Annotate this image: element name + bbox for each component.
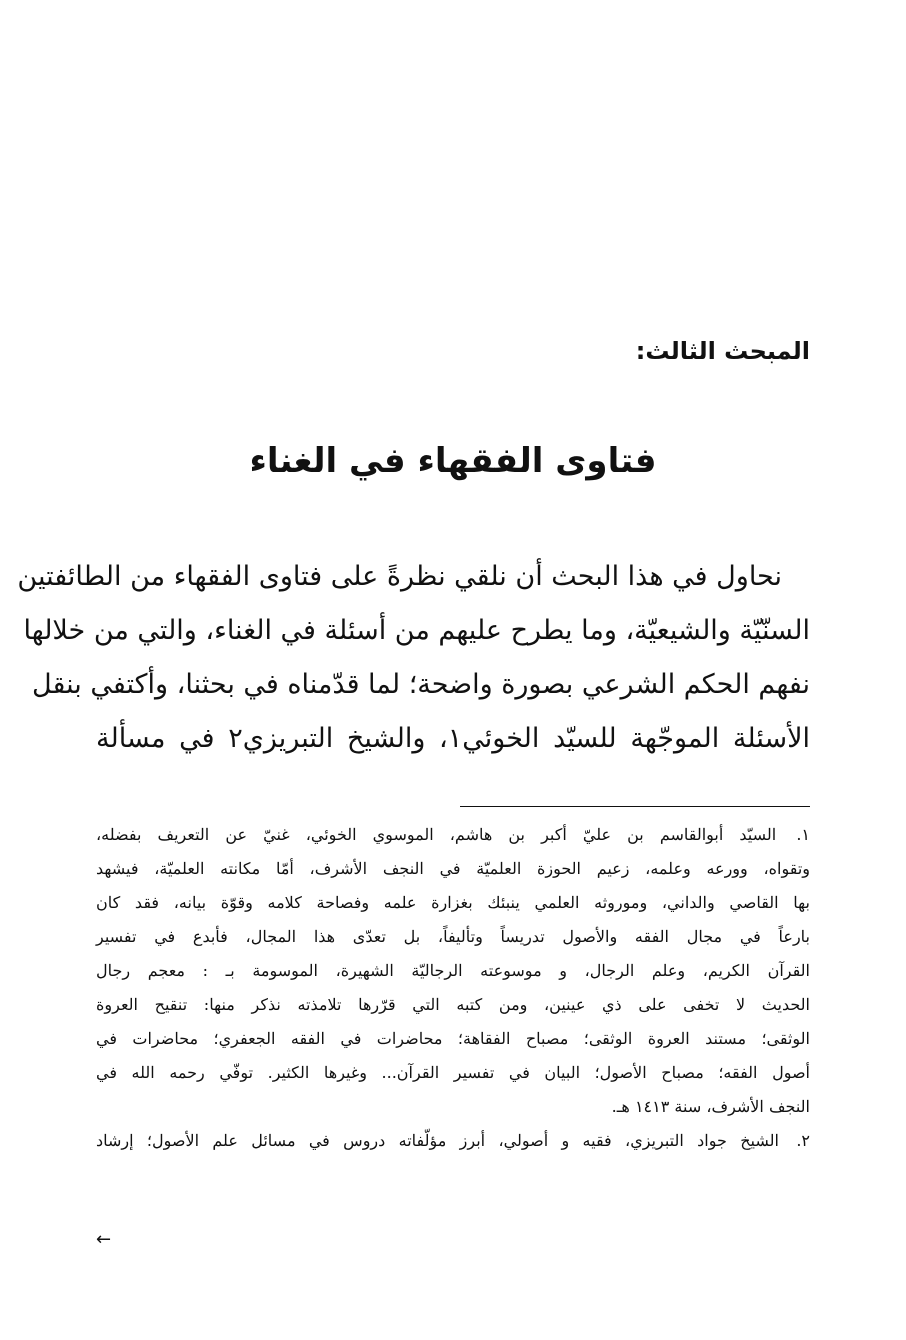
body-paragraph — [17, 550, 811, 766]
footnote-line: الحديث لا تخفى على ذي عينين، ومن كتبه التي قرّرها تلامذته نذكر منها: تنقيح العروة — [96, 995, 810, 1014]
footnote-line: وتقواه، وورعه وعلمه، زعيم الحوزة العلميّة في النجف الأشرف، أمّا مكانته العلميّة، فيشهد — [96, 859, 810, 878]
footnotes — [96, 818, 810, 1158]
section-label: المبحث الثالث: — [635, 337, 810, 365]
footnote-line: أصول الفقه؛ مصباح الأصول؛ البيان في تفسير القرآن... وغيرها الكثير. توفّي رحمه الله في — [96, 1063, 810, 1082]
continue-arrow-icon: ← — [96, 1229, 112, 1250]
footnote-number: ٢. — [796, 1131, 810, 1150]
body-line: نحاول في هذا البحث أن نلقي نظرةً على فتاوى الفقهاء من الطائفتين — [17, 561, 782, 592]
footnote-2 — [96, 1124, 810, 1158]
footnote-line: النجف الأشرف، سنة ١٤١٣ هـ. — [611, 1097, 810, 1116]
body-line: نفهم الحكم الشرعي بصورة واضحة؛ لما قدّمناه في بحثنا، وأكتفي بنقل — [32, 669, 810, 700]
footnote-separator — [460, 806, 810, 807]
page-title: فتاوى الفقهاء في الغناء — [249, 441, 657, 481]
footnote-line: القرآن الكريم، وعلم الرجال، و موسوعته الرجاليّة الشهيرة، الموسومة بـ : معجم رجال — [96, 961, 810, 980]
body-line: السنّيّة والشيعيّة، وما يطرح عليهم من أسئلة في الغناء، والتي من خلالها — [23, 615, 810, 646]
footnote-1 — [96, 818, 810, 1124]
footnote-line: بها القاصي والداني، وموروثه العلمي ينبئك بغزارة علمه وفصاحة كلامه وقوّة بيانه، فقد كان — [96, 893, 810, 912]
footnote-text: السيّد أبوالقاسم بن عليّ أكبر بن هاشم، الموسوي الخوئي، غنيّ عن التعريف بفضله، — [96, 825, 777, 844]
footnote-line — [96, 1124, 810, 1158]
body-line: الأسئلة الموجّهة للسيّد الخوئي١، والشيخ التبريزي٢ في مسألة — [96, 723, 811, 754]
footnote-text: الشيخ جواد التبريزي، فقيه و أصولي، أبرز مؤلّفاته دروس في مسائل علم الأصول؛ إرشاد — [96, 1131, 779, 1150]
footnote-line — [96, 818, 810, 852]
footnote-line: بارعاً في مجال الفقه والأصول تدريساً وتأليفاً، بل تعدّى هذا المجال، فأبدع في تفسير — [96, 927, 810, 946]
footnote-number: ١. — [796, 825, 810, 844]
footnote-line: الوثقى؛ مستند العروة الوثقى؛ مصباح الفقاهة؛ محاضرات في الفقه الجعفري؛ محاضرات في — [96, 1029, 810, 1048]
